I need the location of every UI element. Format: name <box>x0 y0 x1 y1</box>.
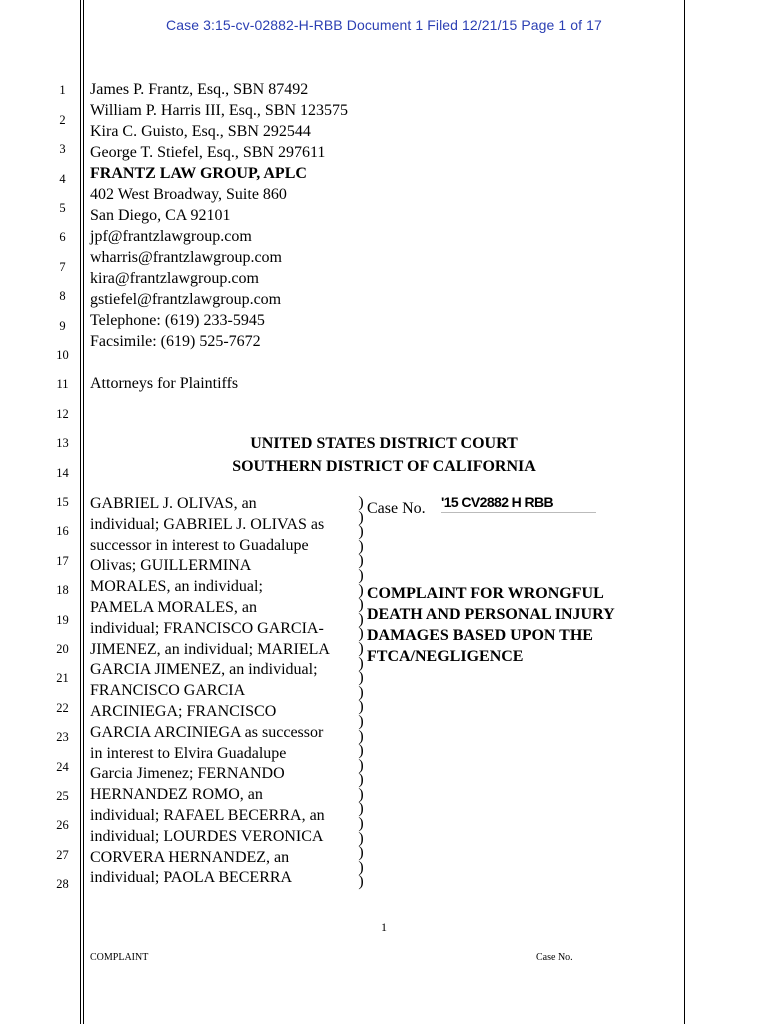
caption-paren: ) <box>358 815 364 833</box>
line-number: 17 <box>56 554 69 568</box>
caption-paren: ) <box>358 610 364 628</box>
caption-paren: ) <box>358 698 364 716</box>
attorney-email: gstiefel@frantzlawgroup.com <box>90 291 282 308</box>
line-number: 10 <box>56 348 69 362</box>
facsimile: Facsimile: (619) 525-7672 <box>90 333 261 350</box>
line-number: 24 <box>56 760 69 774</box>
caption-paren: ) <box>358 566 364 584</box>
party-line: PAMELA MORALES, an <box>90 598 257 616</box>
line-number: 25 <box>56 789 69 803</box>
attorney-name: William P. Harris III, Esq., SBN 123575 <box>90 102 349 119</box>
caption-paren: ) <box>358 596 364 614</box>
line-number: 2 <box>59 113 66 127</box>
line-number: 28 <box>56 877 69 891</box>
caption-paren: ) <box>358 581 364 599</box>
caption-paren-divider <box>354 496 368 890</box>
line-number: 9 <box>59 319 66 333</box>
line-number: 13 <box>56 436 69 450</box>
firm-address-street: 402 West Broadway, Suite 860 <box>90 186 287 203</box>
left-margin-rule-inner <box>83 0 84 1024</box>
party-line: individual; FRANCISCO GARCIA- <box>90 619 324 637</box>
case-number-value: '15 CV2882 H RBB <box>441 494 596 513</box>
line-number: 16 <box>56 524 69 538</box>
attorney-email: jpf@frantzlawgroup.com <box>90 228 252 245</box>
party-line: individual; LOURDES VERONICA <box>90 827 324 845</box>
attorney-name: Kira C. Guisto, Esq., SBN 292544 <box>90 123 311 140</box>
caption-paren: ) <box>358 727 364 745</box>
line-number: 4 <box>59 172 66 186</box>
party-line: FRANCISCO GARCIA <box>90 682 246 700</box>
footer-case-number-label: Case No. <box>536 952 573 963</box>
line-number: 27 <box>56 848 69 862</box>
caption-paren: ) <box>358 552 364 570</box>
caption-paren: ) <box>358 785 364 803</box>
parties-caption <box>90 494 360 889</box>
caption-paren: ) <box>358 508 364 526</box>
complaint-title-line: COMPLAINT FOR WRONGFUL <box>367 585 604 602</box>
line-number: 22 <box>56 701 69 715</box>
caption-paren: ) <box>358 654 364 672</box>
party-line: MORALES, an individual; <box>90 578 263 596</box>
party-line: ARCINIEGA; FRANCISCO <box>90 702 277 720</box>
line-number: 3 <box>59 142 66 156</box>
line-number: 5 <box>59 201 66 215</box>
party-line: JIMENEZ, an individual; MARIELA <box>90 640 330 658</box>
line-number: 20 <box>56 642 69 656</box>
party-line: successor in interest to Guadalupe <box>90 536 309 554</box>
firm-name: FRANTZ LAW GROUP, APLC <box>90 165 307 182</box>
party-line: GARCIA ARCINIEGA as successor <box>90 723 324 741</box>
caption-paren: ) <box>358 800 364 818</box>
line-number: 7 <box>59 260 66 274</box>
complaint-title-line: DEATH AND PERSONAL INJURY <box>367 606 615 623</box>
line-number: 26 <box>56 818 69 832</box>
attorney-email: kira@frantzlawgroup.com <box>90 270 259 287</box>
line-number: 19 <box>56 613 69 627</box>
attorney-name: James P. Frantz, Esq., SBN 87492 <box>90 81 309 98</box>
caption-paren: ) <box>358 669 364 687</box>
line-number: 11 <box>56 377 69 391</box>
caption-paren: ) <box>358 756 364 774</box>
court-district: SOUTHERN DISTRICT OF CALIFORNIA <box>232 458 536 475</box>
caption-paren: ) <box>358 625 364 643</box>
attorney-name: George T. Stiefel, Esq., SBN 297611 <box>90 144 326 161</box>
caption-paren: ) <box>358 858 364 876</box>
line-number: 14 <box>56 466 69 480</box>
caption-paren: ) <box>358 742 364 760</box>
line-number: 8 <box>59 289 66 303</box>
left-margin-rule-outer <box>80 0 81 1024</box>
attorneys-for-label: Attorneys for Plaintiffs <box>90 375 239 392</box>
caption-paren: ) <box>358 829 364 847</box>
case-number-label: Case No. <box>367 500 426 517</box>
firm-address-city: San Diego, CA 92101 <box>90 207 231 224</box>
party-line: HERNANDEZ ROMO, an <box>90 786 263 804</box>
telephone: Telephone: (619) 233-5945 <box>90 312 265 329</box>
caption-paren: ) <box>358 844 364 862</box>
complaint-title <box>367 583 615 667</box>
caption-paren: ) <box>358 873 364 891</box>
party-line: in interest to Elvira Guadalupe <box>90 744 287 762</box>
attorney-email: wharris@frantzlawgroup.com <box>90 249 282 266</box>
court-name: UNITED STATES DISTRICT COURT <box>250 435 518 452</box>
page-number: 1 <box>381 920 387 934</box>
line-number: 23 <box>56 730 69 744</box>
complaint-title-line: DAMAGES BASED UPON THE <box>367 627 593 644</box>
line-number: 15 <box>56 495 69 509</box>
party-line: individual; PAOLA BECERRA <box>90 869 293 887</box>
party-line: individual; RAFAEL BECERRA, an <box>90 806 325 824</box>
line-number: 6 <box>59 230 66 244</box>
line-number: 1 <box>59 83 66 97</box>
party-line: Garcia Jimenez; FERNANDO <box>90 765 285 783</box>
line-number: 21 <box>56 671 69 685</box>
party-line: GABRIEL J. OLIVAS, an <box>90 495 257 512</box>
caption-paren: ) <box>358 523 364 541</box>
caption-paren: ) <box>358 712 364 730</box>
caption-paren: ) <box>358 537 364 555</box>
caption-paren: ) <box>358 639 364 657</box>
party-line: individual; GABRIEL J. OLIVAS as <box>90 515 325 533</box>
line-number: 12 <box>56 407 69 421</box>
party-line: CORVERA HERNANDEZ, an <box>90 848 290 866</box>
party-line: Olivas; GUILLERMINA <box>90 557 252 575</box>
party-line: GARCIA JIMENEZ, an individual; <box>90 661 318 679</box>
caption-paren: ) <box>358 494 364 511</box>
right-margin-rule <box>684 0 685 1024</box>
line-number: 18 <box>56 583 69 597</box>
filing-header: Case 3:15-cv-02882-H-RBB Document 1 Filed 12/21/15 Page 1 of 17 <box>166 17 602 33</box>
caption-paren: ) <box>358 683 364 701</box>
complaint-title-line: FTCA/NEGLIGENCE <box>367 648 524 665</box>
caption-paren: ) <box>358 771 364 789</box>
footer-document-type: COMPLAINT <box>90 952 149 963</box>
